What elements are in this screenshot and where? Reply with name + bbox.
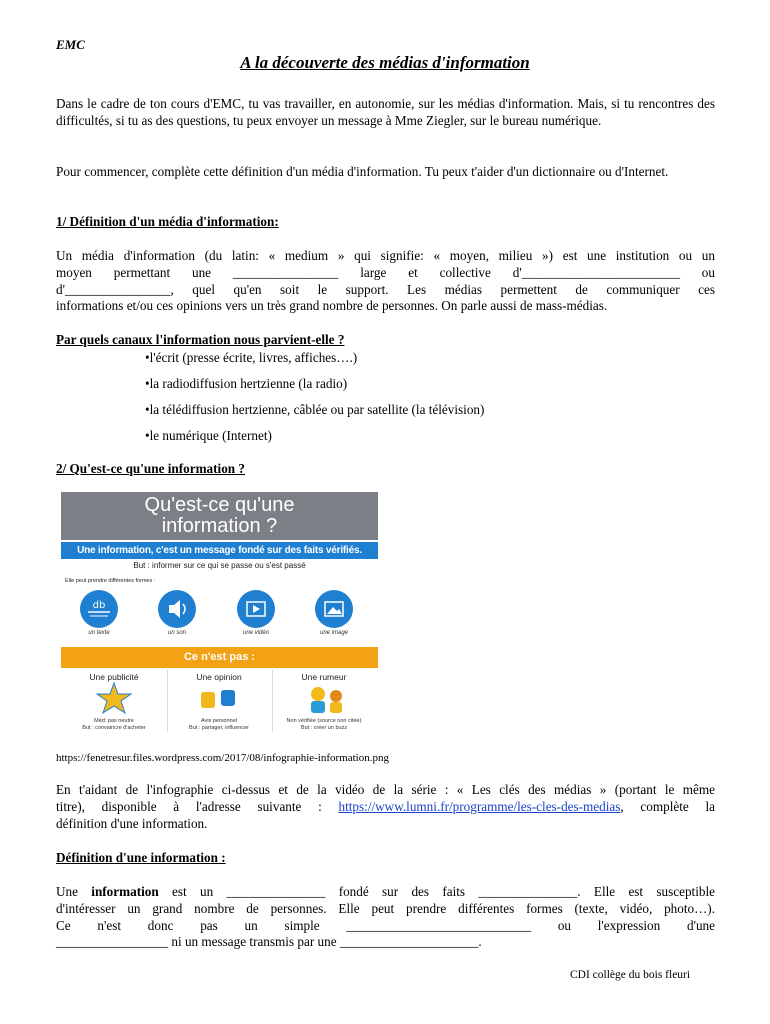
section2-heading: 2/ Qu'est-ce qu'une information ? <box>56 461 246 476</box>
definition-line1: Une information est un _______________ fondé sur des faits _______________. Elle est susceptible <box>56 884 715 899</box>
video-paragraph <box>56 782 715 832</box>
form-caption: un son <box>167 630 186 636</box>
not-item-title: Une opinion <box>196 672 242 682</box>
section1-paragraph <box>56 248 715 315</box>
infographic-banner: Une information, c'est un message fondé sur des faits vérifiés. <box>61 542 378 559</box>
svg-text:db: db <box>92 600 106 611</box>
video-line1: En t'aidant de l'infographie ci-dessus et de la vidéo de la série : « Les clés des médias » (portant le même <box>56 782 715 797</box>
text-form-icon <box>80 590 118 628</box>
sound-form-icon <box>158 590 196 628</box>
image-source-url: https://fenetresur.files.wordpress.com/2017/08/infographie-information.png <box>56 752 389 764</box>
infographic-title-line1: Qu'est-ce qu'une <box>144 494 295 516</box>
not-item-desc: Avis personnel But : partager, influencer <box>189 718 249 731</box>
not-item-desc: Méd: pas neutre But : convaincre d'acheter <box>82 718 146 731</box>
infographic-not-banner: Ce n'est pas : <box>61 647 378 668</box>
header-label: EMC <box>56 37 85 52</box>
definition-line3: Ce n'est donc pas un simple ____________________________ ou l'expression d'une <box>56 917 715 933</box>
section1-line2: moyen permettant une ________________ large et collective d'________________________ ou <box>56 264 715 280</box>
form-caption: une vidéo <box>242 630 270 636</box>
definition-line2: d'intéresser un grand nombre de personnes. Elle peut prendre différentes formes (texte, vidéo, photo…). <box>56 900 715 916</box>
start-paragraph: Pour commencer, complète cette définition d'un média d'information. Tu peux t'aider d'un dictionnaire ou d'Internet. <box>56 164 669 179</box>
definition-paragraph <box>56 884 715 951</box>
definition-line4: _________________ ni un message transmis par une _____________________. <box>56 934 482 950</box>
infographic-goal: But : informer sur ce qui se passe ou s'est passé <box>133 561 306 570</box>
not-item-desc: Non vérifiée (source non citée) But : créer un buzz <box>286 718 362 731</box>
footer-text: CDI collège du bois fleuri <box>570 969 691 981</box>
intro-paragraph: Dans le cadre de ton cours d'EMC, tu vas travailler, en autonomie, sur les médias d'information. Mais, si tu rencontres des difficultés, si tu as des questions, tu peux envoyer un message à Mme Ziegler, sur le bureau numérique. <box>56 96 715 128</box>
video-form-icon <box>237 590 275 628</box>
infographic-image <box>61 492 378 738</box>
channel-item: •la télédiffusion hertzienne, câblée ou par satellite (la télévision) <box>145 402 485 417</box>
not-item-title: Une publicité <box>89 672 139 682</box>
definition-heading: Définition d'une information : <box>56 850 226 865</box>
advertising-star-icon <box>94 682 134 716</box>
channel-item: •la radiodiffusion hertzienne (la radio) <box>145 376 348 391</box>
channel-item: •l'écrit (presse écrite, livres, affiches….) <box>145 350 358 365</box>
video-line3: définition d'une information. <box>56 815 208 831</box>
form-caption: une image <box>319 630 349 636</box>
channels-heading: Par quels canaux l'information nous parvient-elle ? <box>56 332 345 347</box>
infographic-header <box>61 492 378 540</box>
section1-line3: d'________________, quel qu'en soit le support. Les médias permettent de communiquer ces <box>56 281 715 297</box>
rumor-people-icon <box>304 682 348 716</box>
section1-line1: Un média d'information (du latin: « medium » qui signifie: « moyen, milieu ») est une institution ou un <box>56 248 715 263</box>
channel-item: •le numérique (Internet) <box>145 428 272 443</box>
infographic-title-line2: information ? <box>161 515 278 537</box>
image-form-icon <box>315 590 353 628</box>
opinion-thumbs-icon <box>197 682 241 716</box>
not-item-title: Une rumeur <box>301 672 347 682</box>
lumni-link[interactable]: https://www.lumni.fr/programme/les-cles-des-medias <box>338 798 621 814</box>
page-title: A la découverte des médias d'information <box>240 53 530 72</box>
form-caption: un texte <box>88 630 110 636</box>
infographic-forms-label: Elle peut prendre différentes formes : <box>65 578 156 584</box>
video-line2: titre), disponible à l'adresse suivante : https://www.lumni.fr/programme/les-cles-des-medias, complète la <box>56 798 715 814</box>
section1-line4: informations et/ou ces opinions vers un très grand nombre de personnes. On parle aussi de mass-médias. <box>56 298 608 314</box>
section1-heading: 1/ Définition d'un média d'information: <box>56 214 279 229</box>
